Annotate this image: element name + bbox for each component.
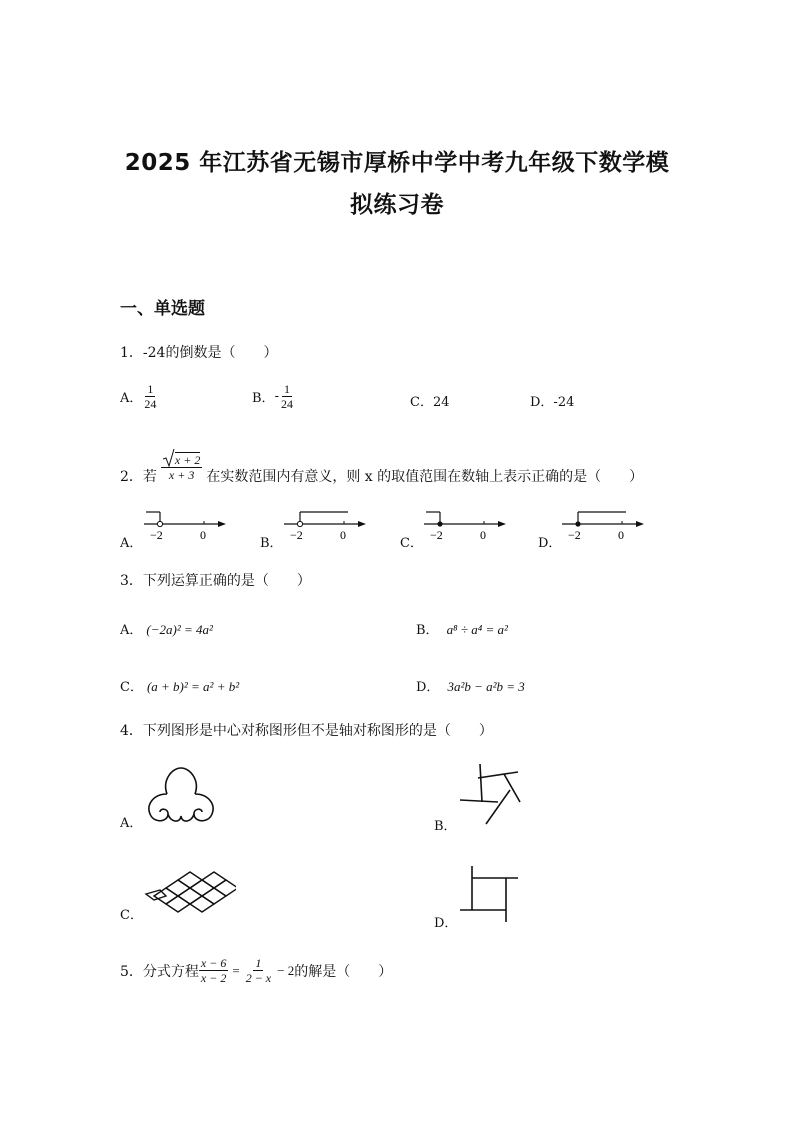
question-3-option-b <box>416 619 508 638</box>
numerator: 1 <box>283 382 290 396</box>
option-b-expression: a⁸ ÷ a⁴ = a² <box>446 622 508 637</box>
option-a-label: A． <box>120 623 143 638</box>
question-3-stem: 3．下列运算正确的是（ ） <box>120 573 311 589</box>
option-b-label: B． <box>416 623 439 638</box>
question-1-option-b <box>252 382 295 411</box>
tick-label-0: 0 <box>480 528 486 542</box>
lattice-figure-icon <box>144 870 236 918</box>
option-a-label: A． <box>120 391 143 406</box>
question-3-option-a <box>120 619 213 638</box>
radicand: x + 2 <box>174 452 201 467</box>
question-2-option-d-label: D． <box>538 536 562 551</box>
number-line-a <box>140 506 230 542</box>
number-line-b <box>280 506 370 542</box>
question-3-option-c <box>120 676 239 695</box>
option-d-expression: 3a²b − a²b = 3 <box>447 679 525 694</box>
tick-label-0: 0 <box>340 528 346 542</box>
question-3-option-d <box>416 676 525 695</box>
question-2-option-b-label: B． <box>260 536 283 551</box>
minus-two: − 2 <box>277 962 295 978</box>
question-4-stem: 4．下列图形是中心对称图形但不是轴对称图形的是（ ） <box>120 723 493 739</box>
number-line-d <box>558 506 648 542</box>
question-4-option-c-label: C． <box>120 908 143 923</box>
question-2-text: 在实数范围内有意义，则 x 的取值范围在数轴上表示正确的是（ ） <box>206 469 644 485</box>
fraction-2 <box>244 956 273 985</box>
option-b-label: B． <box>252 391 275 406</box>
tick-label-neg2: −2 <box>150 528 163 542</box>
question-1-option-d: D．-24 <box>530 395 575 410</box>
fraction <box>142 382 158 411</box>
numerator: 1 <box>147 382 154 396</box>
fraction <box>279 382 295 411</box>
option-c-label: C． <box>120 680 143 695</box>
question-4-option-b-label: B． <box>434 819 457 834</box>
question-5-prefix: 5．分式方程 <box>120 963 199 980</box>
radical-denominator: x + 3 <box>168 467 195 482</box>
radical-sign-icon <box>163 449 175 467</box>
tick-label-0: 0 <box>618 528 624 542</box>
radical-fraction <box>161 449 202 482</box>
option-a-expression: (−2a)² = 4a² <box>146 622 213 637</box>
radical-numerator <box>161 449 202 468</box>
denominator: 24 <box>280 397 293 411</box>
question-5-suffix: 的解是（ ） <box>294 963 393 980</box>
tick-label-0: 0 <box>200 528 206 542</box>
question-1-stem: 1．-24的倒数是（ ） <box>120 345 278 361</box>
pinwheel-figure-icon <box>454 760 526 828</box>
question-5-stem <box>120 956 392 985</box>
numerator: x − 6 <box>200 956 227 970</box>
tick-label-neg2: −2 <box>430 528 443 542</box>
option-c-expression: (a + b)² = a² + b² <box>146 679 240 694</box>
tick-label-neg2: −2 <box>568 528 581 542</box>
question-4-option-d-label: D． <box>434 916 458 931</box>
question-1-option-a <box>120 382 158 411</box>
question-1-option-c: C．24 <box>410 395 450 410</box>
minus-sign: - <box>274 389 279 404</box>
cloud-figure-icon <box>140 764 222 826</box>
page-title-line-1: 2025 年江苏省无锡市厚桥中学中考九年级下数学模 <box>124 150 670 176</box>
question-2-number: 2．若 <box>120 469 157 485</box>
page-title-line-2: 拟练习卷 <box>350 192 444 218</box>
denominator: x − 2 <box>200 971 227 985</box>
question-4-option-a-label: A． <box>120 816 143 831</box>
denominator: 2 − x <box>245 971 272 985</box>
equals-sign: = <box>232 962 240 978</box>
square-cross-figure-icon <box>456 862 522 924</box>
option-d-label: D． <box>416 680 440 695</box>
section-heading: 一、单选题 <box>120 299 205 319</box>
question-2-option-c-label: C． <box>400 536 423 551</box>
tick-label-neg2: −2 <box>290 528 303 542</box>
denominator: 24 <box>144 397 157 411</box>
number-line-c <box>420 506 510 542</box>
fraction-1 <box>199 956 228 985</box>
numerator: 1 <box>255 956 262 970</box>
question-2-option-a-label: A． <box>120 536 143 551</box>
question-2-stem <box>120 444 643 486</box>
